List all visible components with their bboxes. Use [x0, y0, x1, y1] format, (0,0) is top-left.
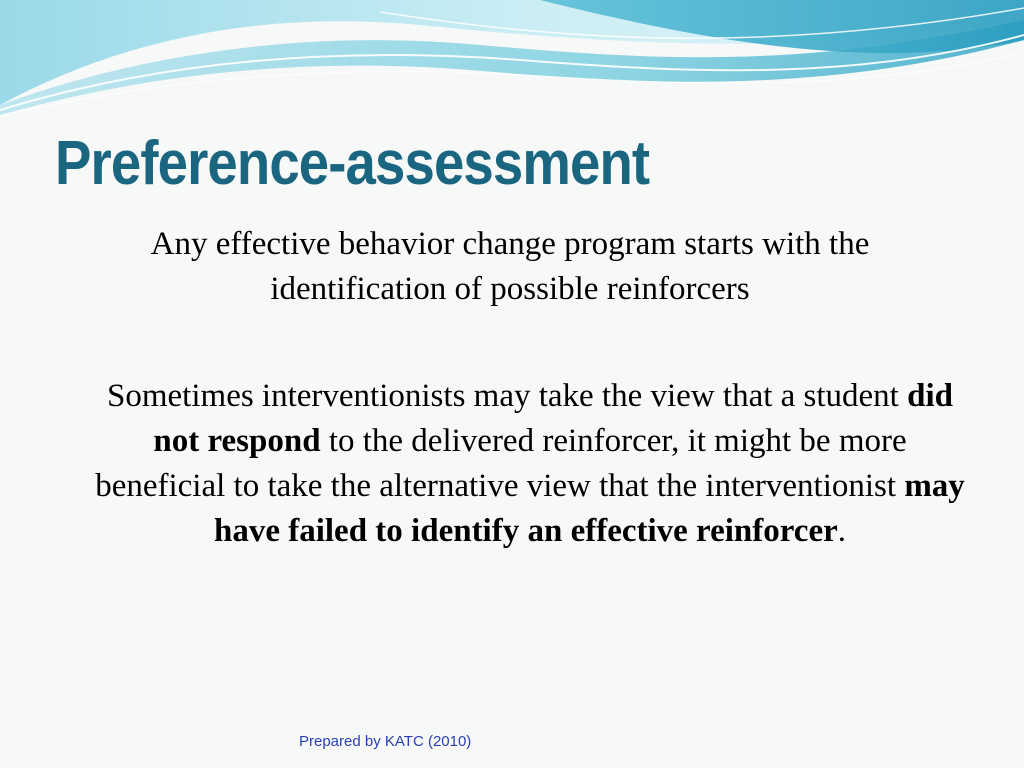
header-wave-decoration: [0, 0, 1024, 120]
emphasis-failed-to-identify: may have failed to identify an effective reinforcer: [213, 468, 965, 549]
body-paragraph-2: [85, 374, 975, 554]
paragraph-2-text-3: .: [837, 513, 846, 549]
footer-credit: Prepared by KATC (2010): [299, 733, 472, 750]
emphasis-did-not-respond: did not respond: [153, 378, 953, 459]
body-paragraph-1: Any effective behavior change program starts with the identification of possible reinforcers: [150, 226, 870, 307]
slide-title: Preference-assessment: [55, 129, 650, 198]
paragraph-2-text-1: Sometimes interventionists may take the view that a student: [107, 378, 908, 414]
paragraph-2-text-2: to the delivered reinforcer, it might be more beneficial to take the alternative view that the interventionist: [95, 423, 907, 504]
